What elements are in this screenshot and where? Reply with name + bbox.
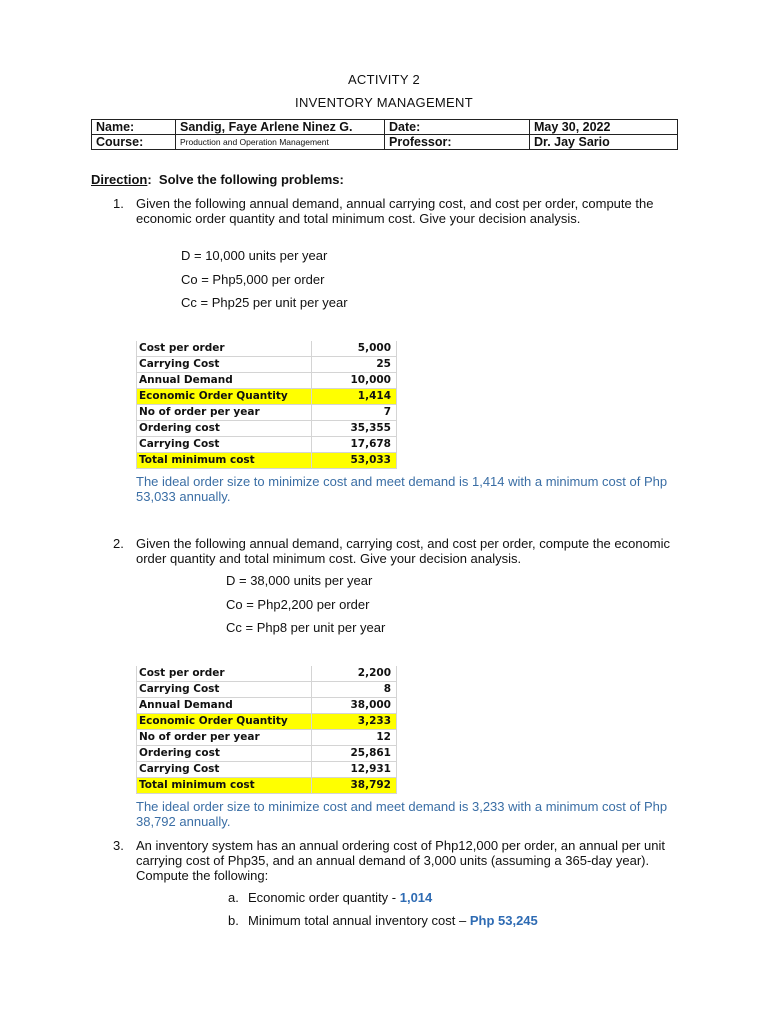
direction: Direction: Solve the following problems: — [91, 172, 344, 187]
problem1-given-cc: Cc = Php25 per unit per year — [181, 295, 348, 310]
problem3-b-label: b. — [228, 913, 239, 928]
table-row — [137, 421, 397, 437]
table-row-highlight — [137, 714, 397, 730]
course-value: Production and Operation Management — [176, 135, 385, 150]
row-label: Economic Order Quantity — [137, 714, 312, 730]
row-value: 5,000 — [312, 341, 397, 357]
row-value: 2,200 — [312, 666, 397, 682]
row-label: Carrying Cost — [137, 357, 312, 373]
row-label: Total minimum cost — [137, 453, 312, 469]
info-table — [91, 119, 678, 150]
row-label: Annual Demand — [137, 373, 312, 389]
table-row — [137, 698, 397, 714]
table-row — [137, 666, 397, 682]
problem1-number: 1. — [113, 196, 124, 211]
table-row — [137, 357, 397, 373]
problem3-a-label: a. — [228, 890, 239, 905]
row-label: Carrying Cost — [137, 762, 312, 778]
row-label: Ordering cost — [137, 746, 312, 762]
table-row — [137, 405, 397, 421]
row-value: 12,931 — [312, 762, 397, 778]
problem2-given-d: D = 38,000 units per year — [226, 573, 373, 588]
row-value: 7 — [312, 405, 397, 421]
row-label: Annual Demand — [137, 698, 312, 714]
table-row — [137, 341, 397, 357]
row-value: 38,792 — [312, 778, 397, 794]
problem2-table — [136, 666, 397, 794]
table-row — [137, 762, 397, 778]
problem2-text: Given the following annual demand, carrying cost, and cost per order, compute the economic order quantity and total minimum cost. Give your decision analysis. — [136, 536, 671, 566]
date-label: Date: — [385, 120, 530, 135]
row-label: Carrying Cost — [137, 437, 312, 453]
table-row-highlight — [137, 389, 397, 405]
table-row — [137, 437, 397, 453]
name-value: Sandig, Faye Arlene Ninez G. — [176, 120, 385, 135]
problem1-given-d: D = 10,000 units per year — [181, 248, 328, 263]
row-value: 53,033 — [312, 453, 397, 469]
row-value: 1,414 — [312, 389, 397, 405]
problem3-a-answer: 1,014 — [399, 890, 433, 905]
problem1-table — [136, 341, 397, 469]
problem3-b-answer: Php 53,245 — [469, 913, 538, 928]
row-label: Economic Order Quantity — [137, 389, 312, 405]
problem2-number: 2. — [113, 536, 124, 551]
problem2-given-cc: Cc = Php8 per unit per year — [226, 620, 386, 635]
row-value: 8 — [312, 682, 397, 698]
subject-title: INVENTORY MANAGEMENT — [295, 95, 473, 110]
table-row — [137, 682, 397, 698]
row-value: 25,861 — [312, 746, 397, 762]
table-row-highlight — [137, 453, 397, 469]
table-row-highlight — [137, 778, 397, 794]
row-label: Cost per order — [137, 341, 312, 357]
row-label: Cost per order — [137, 666, 312, 682]
problem2-answer: The ideal order size to minimize cost and meet demand is 3,233 with a minimum cost of Php 38,792 annually. — [136, 799, 668, 829]
problem2-given-co: Co = Php2,200 per order — [226, 597, 370, 612]
row-value: 38,000 — [312, 698, 397, 714]
row-label: Ordering cost — [137, 421, 312, 437]
row-value: 25 — [312, 357, 397, 373]
row-value: 10,000 — [312, 373, 397, 389]
row-label: Carrying Cost — [137, 682, 312, 698]
row-value: 3,233 — [312, 714, 397, 730]
table-row — [137, 373, 397, 389]
problem3-b — [248, 913, 538, 928]
problem3-a-text: Economic order quantity - — [248, 890, 400, 905]
row-value: 17,678 — [312, 437, 397, 453]
table-row — [137, 730, 397, 746]
problem3-a — [248, 890, 432, 905]
direction-label: Direction — [91, 172, 148, 187]
direction-text: Solve the following problems: — [158, 172, 344, 187]
problem3-text: An inventory system has an annual ordering cost of Php12,000 per order, an annual per unit carrying cost of Php35, and an annual demand of 3,000 units (assuming a 365-day year). Compute the following: — [136, 838, 666, 883]
row-value: 12 — [312, 730, 397, 746]
row-label: No of order per year — [137, 730, 312, 746]
problem1-answer: The ideal order size to minimize cost and meet demand is 1,414 with a minimum cost of Php 53,033 annually. — [136, 474, 668, 504]
date-value: May 30, 2022 — [530, 120, 678, 135]
professor-value: Dr. Jay Sario — [530, 135, 678, 150]
course-label: Course: — [92, 135, 176, 150]
name-label: Name: — [92, 120, 176, 135]
row-label: Total minimum cost — [137, 778, 312, 794]
problem3-b-text: Minimum total annual inventory cost – — [248, 913, 470, 928]
row-label: No of order per year — [137, 405, 312, 421]
activity-title: ACTIVITY 2 — [347, 72, 421, 87]
problem3-number: 3. — [113, 838, 124, 853]
problem1-text: Given the following annual demand, annual carrying cost, and cost per order, compute the economic order quantity and total minimum cost. Give your decision analysis. — [136, 196, 654, 226]
problem1-given-co: Co = Php5,000 per order — [181, 272, 325, 287]
professor-label: Professor: — [385, 135, 530, 150]
table-row — [137, 746, 397, 762]
row-value: 35,355 — [312, 421, 397, 437]
